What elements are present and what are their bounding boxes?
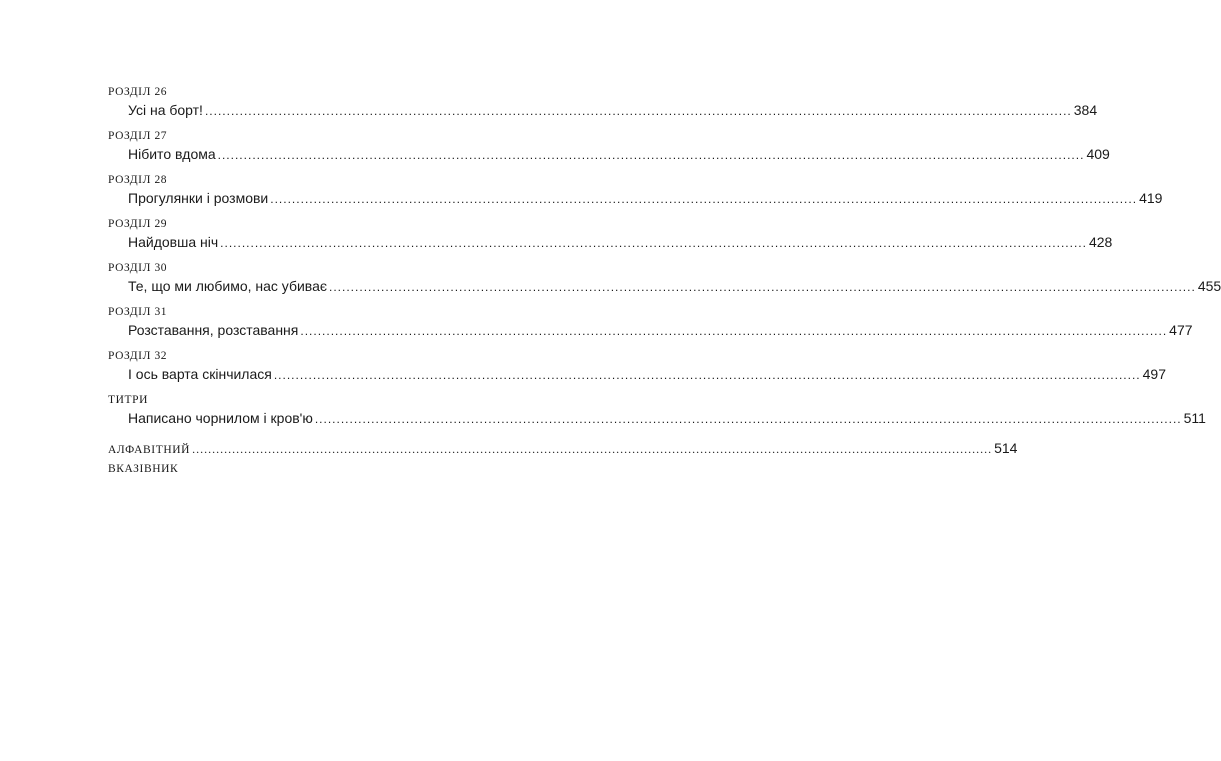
chapter-label: ТИТРИ bbox=[108, 394, 149, 406]
toc-entry bbox=[108, 172, 1163, 209]
toc-line bbox=[108, 233, 1113, 253]
dot-leader: ........................................................................................................................................................................................................ bbox=[329, 280, 1196, 294]
toc-line bbox=[108, 277, 1221, 297]
toc-entry bbox=[108, 84, 1098, 121]
dot-leader: ........................................................................................................................................................................................................ bbox=[273, 368, 1141, 382]
page-number: 511 bbox=[1183, 410, 1206, 426]
toc-entry bbox=[108, 392, 1206, 429]
chapter-title: Усі на борт! bbox=[128, 102, 203, 118]
toc-line bbox=[108, 101, 1098, 121]
page-number: 384 bbox=[1073, 102, 1098, 118]
index-entry bbox=[108, 439, 1018, 479]
page-number: 497 bbox=[1142, 366, 1166, 382]
chapter-title: Написано чорнилом і кров'ю bbox=[128, 410, 313, 426]
toc-entry bbox=[108, 260, 1221, 297]
dot-leader: ........................................................................................................................................................................................................ bbox=[300, 324, 1168, 338]
chapter-label: РОЗДІЛ 29 bbox=[108, 218, 168, 230]
page-number: 514 bbox=[994, 440, 1018, 456]
chapter-label: РОЗДІЛ 28 bbox=[108, 174, 168, 186]
page-number: 428 bbox=[1088, 234, 1113, 250]
toc-entry bbox=[108, 348, 1166, 385]
page-number: 419 bbox=[1139, 190, 1163, 206]
dot-leader: ........................................................................................................................................................................................................ bbox=[192, 442, 993, 456]
chapter-label: РОЗДІЛ 26 bbox=[108, 86, 168, 98]
toc-line bbox=[108, 189, 1163, 209]
chapter-title: Прогулянки і розмови bbox=[128, 190, 269, 206]
page-number: 409 bbox=[1086, 146, 1110, 162]
toc-entry bbox=[108, 128, 1110, 165]
toc-line bbox=[108, 365, 1166, 385]
chapter-title: Розставання, розставання bbox=[128, 322, 299, 338]
toc-entry bbox=[108, 304, 1193, 341]
page-number: 477 bbox=[1169, 322, 1193, 338]
chapter-title: Те, що ми любимо, нас убиває bbox=[128, 278, 328, 294]
chapter-title: Найдовша ніч bbox=[128, 234, 219, 250]
dot-leader: ........................................................................................................................................................................................................ bbox=[314, 412, 1182, 426]
chapter-label: РОЗДІЛ 32 bbox=[108, 350, 168, 362]
dot-leader: ........................................................................................................................................................................................................ bbox=[204, 104, 1072, 118]
toc-line bbox=[108, 409, 1206, 429]
chapter-label: РОЗДІЛ 30 bbox=[108, 262, 168, 274]
index-label: АЛФАВІТНИЙ ВКАЗІВНИК bbox=[108, 444, 191, 475]
chapter-title: Нібито вдома bbox=[128, 146, 216, 162]
dot-leader: ........................................................................................................................................................................................................ bbox=[220, 236, 1087, 250]
toc-entry bbox=[108, 216, 1113, 253]
page-number: 455 bbox=[1197, 278, 1221, 294]
table-of-contents bbox=[108, 84, 1221, 479]
chapter-label: РОЗДІЛ 27 bbox=[108, 130, 168, 142]
toc-line bbox=[108, 321, 1193, 341]
chapter-label: РОЗДІЛ 31 bbox=[108, 306, 168, 318]
chapter-title: І ось варта скінчилася bbox=[128, 366, 272, 382]
dot-leader: ........................................................................................................................................................................................................ bbox=[270, 192, 1138, 206]
dot-leader: ........................................................................................................................................................................................................ bbox=[217, 148, 1085, 162]
toc-line bbox=[108, 145, 1110, 165]
